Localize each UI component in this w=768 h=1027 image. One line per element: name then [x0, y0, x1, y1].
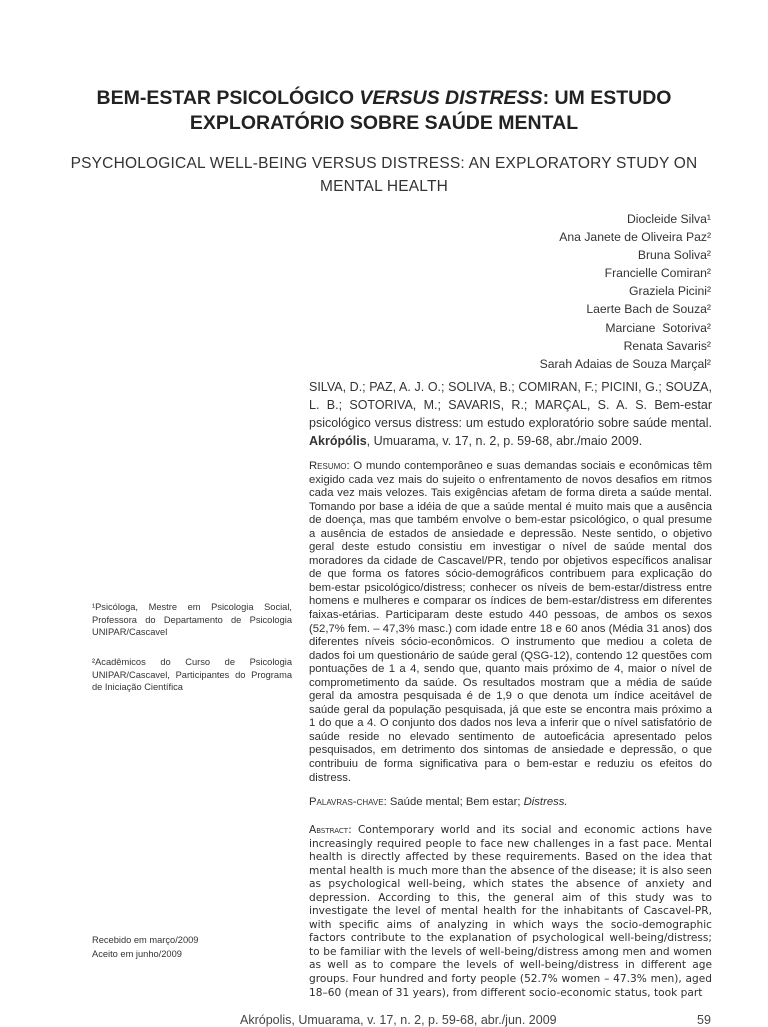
resumo-label: Resumo: [309, 460, 347, 472]
author: Graziela Picini²: [629, 284, 711, 299]
keywords-label: Palavras-chave: [309, 796, 384, 808]
page-number: 59: [697, 1013, 711, 1027]
citation-text: SILVA, D.; PAZ, A. J. O.; SOLIVA, B.; COMIRAN, F.; PICINI, G.; SOUZA, L. B.; SOTORIVA, M.; SAVARIS, R.; MARÇAL, S. A. S. Bem-estar psicológico versus distress: um estudo exploratório sobre saúde mental.: [309, 380, 712, 430]
citation-tail: , Umuarama, v. 17, n. 2, p. 59-68, abr./maio 2009.: [366, 434, 643, 448]
article-title-pt: [60, 86, 708, 136]
keywords-text: : Saúde mental; Bem estar;: [383, 796, 524, 808]
accepted-date: Aceito em junho/2009: [92, 948, 182, 959]
author: Sarah Adaias de Souza Marçal²: [539, 356, 711, 371]
citation-journal: Akrópólis: [309, 434, 367, 448]
received-date: Recebido em março/2009: [92, 935, 199, 945]
author: Marciane Sotoriva²: [605, 320, 711, 335]
author: Francielle Comiran²: [604, 266, 711, 281]
title-pt-italic: VERSUS DISTRESS: [359, 87, 543, 109]
abstract-text: : Contemporary world and its social and economic actions have increasingly required people to face new challenges in a fast pace. Mental health is directly affected by these requirements. Based on the idea that mental health is much more than the absence of the disease; it is also seen as psychological well-being, which states the absence of anxiety and depression. According to this, the general aim of this study was to investigate the level of mental health for the inhabitants of Cascavel-PR, with specific aims of analyzing in which ways the socio-demographic factors contribute to the explanation of psychological well-being/distress; to be familiar with the levels of well-being/distress among men and women as well as to compare the levels of well-being/distress in different age groups. Four hundred and forty people (52.7% women – 47.3% men), aged 18–60 (mean of 31 years), from different socio-economic status, took part: [309, 824, 712, 999]
author: Bruna Soliva²: [637, 248, 711, 263]
resumo-text: : O mundo contemporâneo e suas demandas sociais e econômicas têm exigido cada vez mais do sujeito o enfrentamento de novos desafios em ritmos cada vez mais velozes. Tais exigências afetam de forma direta a saúde mental. Tomando por base a idéia de que a saúde mental é muito mais que a ausência de doença, mas que também envolve o bem-estar psicológico, o qual presume a ausência de estados de ansiedade e depressão. Neste sentido, o objetivo geral deste estudo consistiu em investigar o nível de saúde mental dos moradores da cidade de Cascavel/PR, tendo por objetivos específicos analisar de que forma os fatores sócio-demográficos contribuem para explicação do bem-estar psicológico/distress; conhecer os níveis de bem-estar/distress entre homens e mulheres e comparar os índices de bem-estar/distress em diferentes faixas-etárias. Participaram deste estudo 440 pessoas, de ambos os sexos (52,7% fem. – 47,3% masc.) com idade entre 18 e 60 anos (Média 31 anos) dos diferentes níveis sócio-econômicos. O instrumento que mediou a coleta de dados foi um questionário de saúde geral (QSG-12), contendo 12 questões com pontuações de 1 a 4, sendo que, quanto mais próximo de 4, maior o nível de comprometimento da saúde. Os resultados mostram que a média de saúde geral da amostra pesquisada é de 1,9 o que denota um índice aceitável de saúde geral da população pesquisada, já que este se encontra mais próximo a 1 do que a 4. O conjunto dos dados nos leva a inferir que o nível satisfatório de saúde reside no elevado sentimento de autoeficácia apresentado pelos pesquisados, em detrimento dos sintomas de ansiedade e depressão, o que contribuiu de forma significativa para o bem-estar e reduziu os efeitos do distress.: [309, 460, 712, 784]
footnote-2: ²Acadêmicos do Curso de Psicologia UNIPAR/Cascavel, Participantes do Programa de Iniciação Científica: [92, 657, 292, 692]
keywords-italic: Distress.: [523, 796, 568, 808]
citation: [309, 378, 712, 450]
abstract-paragraph: [309, 824, 712, 1000]
submission-dates: [92, 934, 292, 961]
author: Diocleide Silva¹: [627, 212, 711, 226]
resumo-paragraph: [309, 460, 712, 785]
keywords-pt: [309, 796, 712, 810]
abstract-label: Abstract: [309, 824, 349, 836]
article-title-en: PSYCHOLOGICAL WELL-BEING VERSUS DISTRESS: AN EXPLORATORY STUDY ON MENTAL HEALTH: [70, 155, 698, 195]
author: Ana Janete de Oliveira Paz²: [559, 230, 711, 245]
author: Laerte Bach de Souza²: [586, 302, 711, 317]
author: Renata Savaris²: [623, 338, 711, 353]
footnote-1: ¹Psicóloga, Mestre em Psicologia Social, Professora do Departamento de Psicologia UNIPAR/Cascavel: [92, 602, 292, 637]
title-pt-part3: : UM ESTUDO EXPLORATÓRIO SOBRE SAÚDE MENTAL: [189, 87, 672, 134]
title-pt-part1: BEM-ESTAR PSICOLÓGICO: [96, 87, 360, 109]
author-list: [540, 210, 711, 373]
footer-journal: Akrópolis, Umuarama, v. 17, n. 2, p. 59-68, abr./jun. 2009: [240, 1013, 557, 1027]
